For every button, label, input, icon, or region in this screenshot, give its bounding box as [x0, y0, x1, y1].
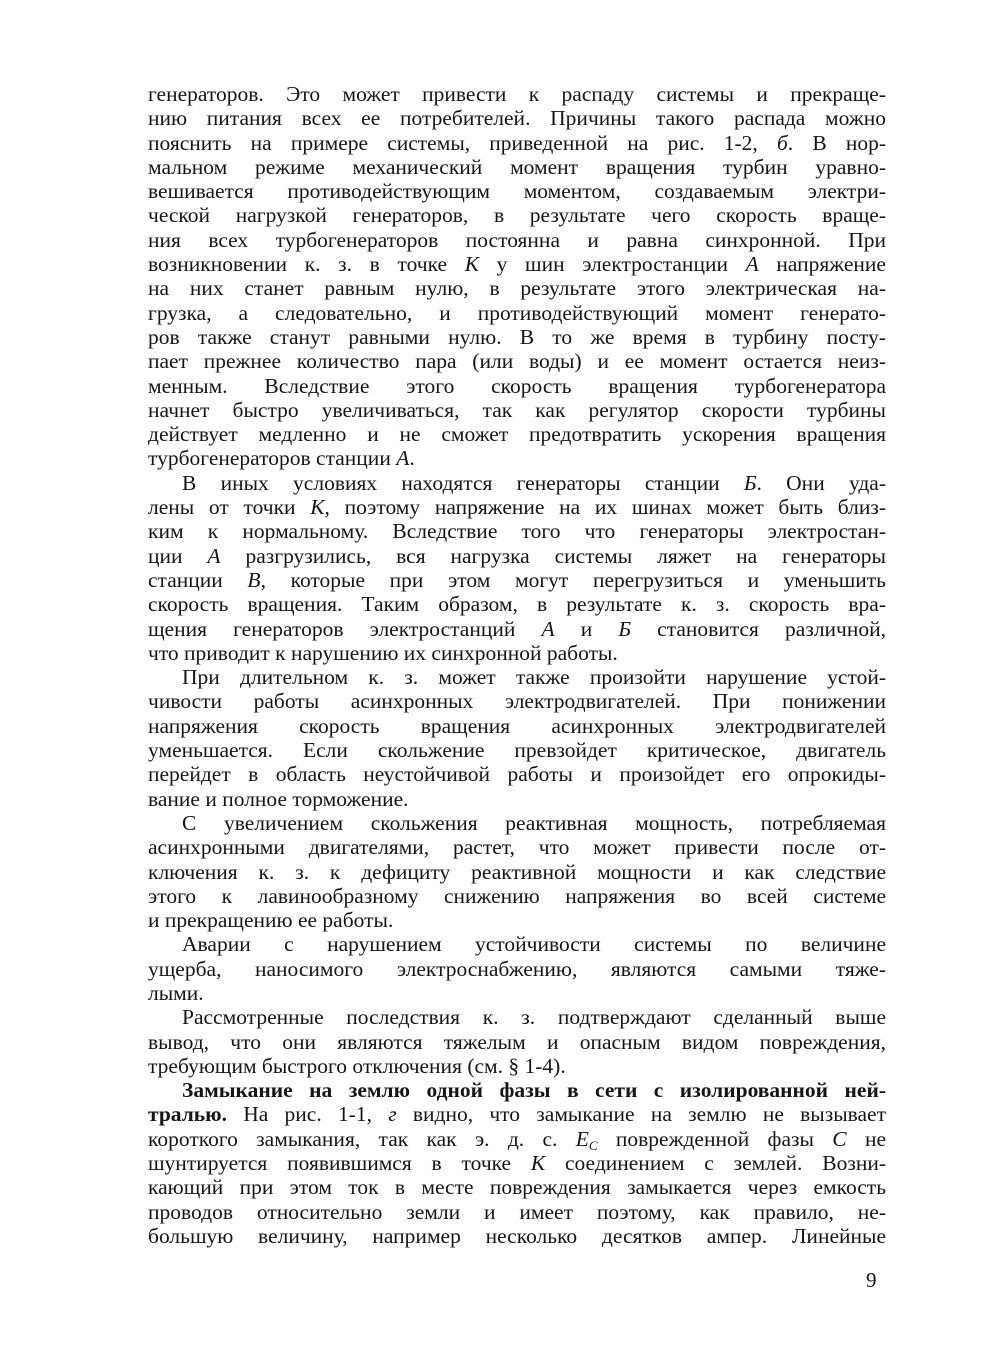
text-line	[148, 1127, 886, 1151]
text-line	[148, 1078, 886, 1102]
text-line: менным. Вследствие этого скорость вращения турбогенератора	[148, 373, 886, 398]
paragraph	[148, 471, 886, 665]
text-line: начнет быстро увеличиваться, так как регулятор скорости турбины	[148, 397, 886, 422]
text-line: пает прежнее количество пара (или воды) и ее момент остается неиз-	[148, 349, 886, 374]
text-line: грузка, а следовательно, и противодействующий момент генерато-	[148, 300, 886, 325]
text-line: мальном режиме механический момент вращения турбин уравно-	[148, 154, 886, 179]
text-line: При длительном к. з. может также произойти нарушение устой-	[182, 665, 886, 690]
text-segment: C	[588, 1137, 598, 1152]
text-line: ким к нормальному. Вследствие того что генераторы электростан-	[148, 519, 886, 544]
text-line: уменьшается. Если скольжение превзойдет критическое, двигатель	[148, 738, 886, 763]
paragraph	[148, 932, 886, 1005]
text-segment: лены от точки	[148, 495, 311, 520]
text-line: на них станет равным нулю, в результате этого электрическая на-	[148, 276, 886, 301]
text-segment: и	[554, 616, 619, 641]
text-line: асинхронными двигателями, растет, что может привести после от-	[148, 835, 886, 860]
text-segment: возникновении к. з. в точке	[148, 252, 465, 277]
text-line: проводов относительно земли и имеет поэтому, как правило, не-	[148, 1199, 886, 1224]
text-segment: А	[745, 252, 759, 277]
text-segment: В	[247, 567, 261, 592]
text-line: напряжения скорость вращения асинхронных электродвигателей	[148, 713, 886, 738]
text-segment: поврежденной фазы	[597, 1126, 833, 1151]
text-line	[148, 495, 886, 519]
text-line: С увеличением скольжения реактивная мощность, потребляемая	[182, 810, 886, 835]
text-segment: К	[530, 1151, 546, 1176]
text-segment: г	[388, 1102, 397, 1127]
paragraph	[148, 1078, 886, 1248]
text-segment: соединением с землей. Возни-	[545, 1151, 886, 1176]
text-line: вание и полное торможение.	[148, 786, 409, 811]
text-line: ущерба, наносимого электроснабжению, являются самыми тяже-	[148, 956, 886, 981]
text-segment: тралью.	[148, 1102, 227, 1127]
text-line	[148, 617, 886, 641]
text-line: Рассмотренные последствия к. з. подтверждают сделанный выше	[182, 1005, 886, 1030]
text-line	[148, 471, 886, 495]
text-segment: К	[464, 252, 479, 277]
paragraph	[148, 1005, 886, 1078]
text-line: ния всех турбогенераторов постоянна и равна синхронной. При	[148, 227, 886, 252]
text-line	[148, 131, 886, 155]
text-line: лыми.	[148, 980, 204, 1005]
text-line: генераторов. Это может привести к распаду системы и прекраще-	[148, 82, 886, 106]
text-line: кающий при этом ток в месте повреждения замыкается через емкость	[148, 1175, 886, 1200]
text-segment: Замыкание на землю одной фазы в сети с изолированной ней-	[182, 1078, 886, 1103]
text-segment: , поэтому напряжение на их шинах может быть близ-	[324, 495, 886, 520]
text-line: нию питания всех ее потребителей. Причины такого распада можно	[148, 106, 886, 131]
text-segment: . Они уда-	[756, 470, 886, 495]
text-line	[148, 446, 886, 470]
text-line: перейдет в область неустойчивой работы и произойдет его опрокиды-	[148, 762, 886, 787]
paragraph	[148, 811, 886, 932]
text-line: этого к лавинообразному снижению напряжения во всей системе	[148, 883, 886, 908]
text-segment: турбогенераторов станции	[148, 446, 397, 471]
text-segment: С	[832, 1126, 847, 1151]
text-line: ключения к. з. к дефициту реактивной мощности и как следствие	[148, 859, 886, 884]
text-segment: видно, что замыкание на землю не вызывает	[396, 1102, 886, 1127]
text-line: что приводит к нарушению их синхронной работы.	[148, 640, 618, 665]
text-segment: А	[541, 616, 555, 641]
text-line: действует медленно и не сможет предотвратить ускорения вращения	[148, 422, 886, 447]
text-line: чивости работы асинхронных электродвигателей. При понижении	[148, 689, 886, 714]
text-segment: В иных условиях находятся генераторы станции	[182, 470, 744, 495]
text-segment: б	[776, 130, 788, 155]
text-line: ров также станут равными нулю. В то же время в турбину посту-	[148, 324, 886, 349]
text-line	[148, 1151, 886, 1175]
text-segment: ции	[148, 543, 208, 568]
text-line	[148, 252, 886, 276]
text-segment: .	[409, 446, 415, 471]
text-segment: у шин электростанции	[478, 252, 746, 277]
page-number: 9	[866, 1268, 877, 1292]
text-line: вывод, что они являются тяжелым и опасным видом повреждения,	[148, 1029, 886, 1054]
text-line: вешивается противодействующим моментом, создаваемым электри-	[148, 179, 886, 204]
text-line: скорость вращения. Таким образом, в результате к. з. скорость вра-	[148, 592, 886, 617]
text-segment: пояснить на примере системы, приведенной на рис. 1-2,	[148, 130, 777, 155]
text-line	[148, 568, 886, 592]
text-segment: Б	[743, 470, 757, 495]
text-segment: Б	[618, 616, 632, 641]
text-segment: разгрузились, вся нагрузка системы ляжет на генераторы	[220, 543, 886, 568]
text-segment: , которые при этом могут перегрузиться и уменьшить	[260, 567, 886, 592]
text-segment: шунтируется появившимся в точке	[148, 1151, 531, 1176]
text-line: большую величину, например несколько десятков ампер. Линейные	[148, 1223, 886, 1248]
text-segment: не	[846, 1126, 886, 1151]
paragraph	[148, 82, 886, 471]
text-line	[148, 1102, 886, 1126]
text-segment: станции	[148, 567, 248, 592]
text-segment: E	[575, 1126, 589, 1151]
page-text	[148, 82, 886, 1248]
text-line	[148, 544, 886, 568]
text-segment: короткого замыкания, так как э. д. с.	[148, 1126, 576, 1151]
text-segment: А	[396, 446, 410, 471]
text-segment: К	[310, 495, 325, 520]
text-segment: щения генераторов электростанций	[148, 616, 542, 641]
text-segment: А	[207, 543, 221, 568]
text-line: и прекращению ее работы.	[148, 908, 394, 933]
paragraph	[148, 665, 886, 811]
text-line: Аварии с нарушением устойчивости системы по величине	[182, 932, 886, 957]
text-segment: . В нор-	[787, 130, 886, 155]
text-segment: становится различной,	[631, 616, 886, 641]
text-segment: напряжение	[758, 252, 886, 277]
text-line: требующим быстрого отключения (см. § 1-4).	[148, 1053, 566, 1078]
text-line: ческой нагрузкой генераторов, в результате чего скорость враще-	[148, 203, 886, 228]
text-segment: На рис. 1-1,	[226, 1102, 389, 1127]
